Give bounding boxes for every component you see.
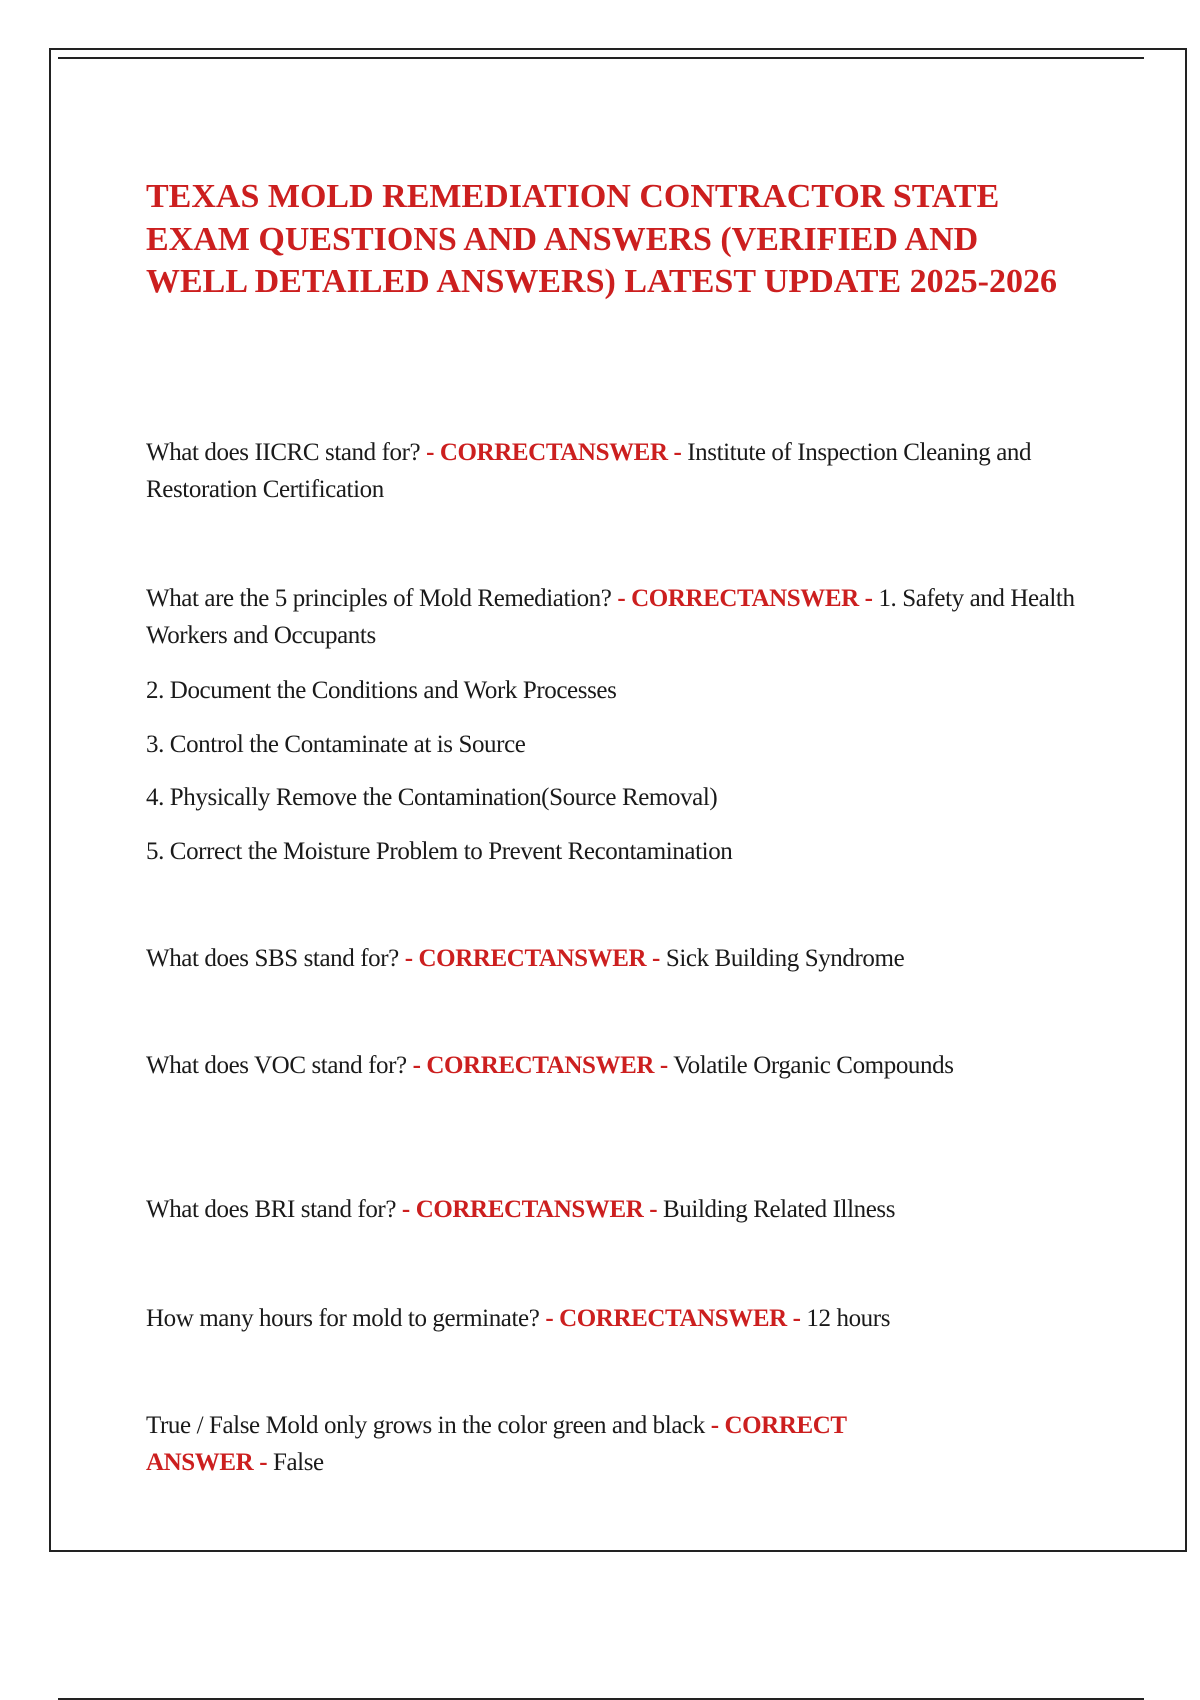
qa-item bbox=[146, 1407, 1086, 1481]
answer-marker: - CORRECTANSWER - bbox=[412, 1052, 668, 1079]
answer-marker: - CORRECTANSWER - bbox=[545, 1305, 801, 1332]
top-rule bbox=[58, 57, 1144, 59]
answer-text: False bbox=[272, 1449, 324, 1476]
qa-item bbox=[146, 1300, 1086, 1337]
question-text: True / False Mold only grows in the color green and black bbox=[146, 1412, 705, 1439]
answer-marker-continued: ANSWER - bbox=[146, 1449, 268, 1476]
principle-list-item: 3. Control the Contaminate at is Source bbox=[146, 731, 526, 758]
answer-text: 1. Safety and Health Workers and Occupants bbox=[146, 585, 1075, 649]
answer-marker: - CORRECT bbox=[710, 1412, 847, 1439]
question-text: How many hours for mold to germinate? bbox=[146, 1305, 540, 1332]
answer-text: Sick Building Syndrome bbox=[665, 945, 905, 972]
answer-marker: - CORRECTANSWER - bbox=[404, 945, 660, 972]
answer-text: Volatile Organic Compounds bbox=[673, 1052, 954, 1079]
answer-text: Building Related Illness bbox=[663, 1196, 896, 1223]
principle-list-item: 4. Physically Remove the Contamination(Source Removal) bbox=[146, 784, 718, 811]
qa-item bbox=[146, 580, 1086, 654]
qa-item bbox=[146, 1191, 1086, 1228]
answer-text: Institute of Inspection Cleaning and Restoration Certification bbox=[146, 439, 1032, 503]
answer-marker: - CORRECTANSWER - bbox=[401, 1196, 658, 1223]
question-text: What does IICRC stand for? bbox=[146, 439, 421, 466]
question-text: What are the 5 principles of Mold Remediation? bbox=[146, 585, 612, 612]
question-text: What does SBS stand for? bbox=[146, 945, 399, 972]
answer-marker: - CORRECTANSWER - bbox=[426, 439, 682, 466]
answer-text: 12 hours bbox=[806, 1305, 891, 1332]
qa-item bbox=[146, 434, 1086, 508]
principle-list-item: 5. Correct the Moisture Problem to Prevent Recontamination bbox=[146, 838, 733, 865]
question-text: What does BRI stand for? bbox=[146, 1196, 397, 1223]
document-title: TEXAS MOLD REMEDIATION CONTRACTOR STATE EXAM QUESTIONS AND ANSWERS (VERIFIED AND WELL DETAILED ANSWERS) LATEST UPDATE 2025-2026 bbox=[146, 178, 1057, 300]
qa-item bbox=[146, 940, 1086, 977]
question-text: What does VOC stand for? bbox=[146, 1052, 407, 1079]
answer-marker: - CORRECTANSWER - bbox=[617, 585, 873, 612]
qa-item bbox=[146, 1047, 1086, 1084]
principle-list-item: 2. Document the Conditions and Work Processes bbox=[146, 677, 617, 704]
